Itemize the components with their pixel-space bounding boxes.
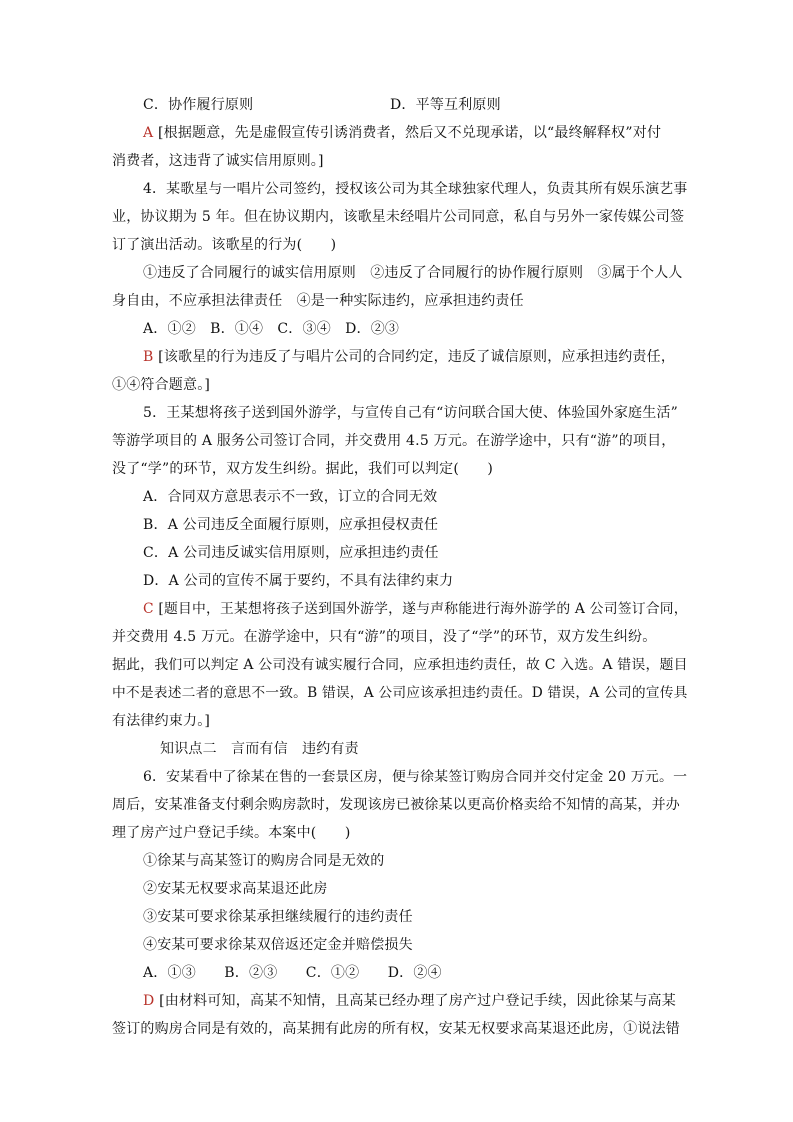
option-d: D．A 公司的宣传不属于要约，不具有法律约束力: [143, 573, 454, 589]
statement-line: ①违反了合同履行的诚实信用原则 ②违反了合同履行的协作履行原则 ③属于个人人: [143, 265, 683, 281]
paragraph-line: 没了“学”的环节，双方发生纠纷。据此，我们可以判定( ): [112, 461, 494, 477]
option-a: A．合同双方意思表示不一致，订立的合同无效: [143, 489, 438, 505]
question-6-stem: 6．安某看中了徐某在售的一套景区房，便与徐某签订购房合同并交付定金 20 万元。一: [143, 769, 688, 785]
paragraph-line: 业，协议期为 5 年。但在协议期内，该歌星未经唱片公司同意，私自与另外一家传媒公司签: [112, 209, 685, 225]
paragraph-line: 等游学项目的 A 服务公司签订合同，并交费用 4.5 万元。在游学途中，只有“游”的项目，: [112, 433, 676, 449]
statement-2: ②安某无权要求高某退还此房: [143, 881, 328, 897]
paragraph-line: 身自由，不应承担法律责任 ④是一种实际违约，应承担违约责任: [112, 293, 524, 309]
option-b: B．A 公司违反全面履行原则，应承担侵权责任: [143, 517, 439, 533]
paragraph-line: 签订的购房合同是有效的，高某拥有此房的所有权，安某无权要求高某退还此房，①说法错: [112, 1021, 680, 1037]
statement-1: ①徐某与高某签订的购房合同是无效的: [143, 853, 385, 869]
answer-letter: C: [143, 601, 154, 617]
explanation-text: [根据题意，先是虚假宣传引诱消费者，然后又不兑现承诺，以“最终解释权”对付: [157, 125, 662, 141]
paragraph-line: 订了演出活动。该歌星的行为( ): [112, 237, 337, 253]
question-4-stem: 4．某歌星与一唱片公司签约，授权该公司为其全球独家代理人，负责其所有娱乐演艺事: [143, 181, 688, 197]
paragraph-line: ①④符合题意。]: [112, 377, 211, 393]
section-heading: 知识点二 言而有信 违约有责: [160, 741, 359, 757]
paragraph-line: 并交费用 4.5 万元。在游学途中，只有“游”的项目，没了“学”的环节，双方发生纠纷。: [112, 629, 657, 645]
paragraph-line: 有法律约束力。]: [112, 713, 211, 729]
statement-3: ③安某可要求徐某承担继续履行的违约责任: [143, 909, 413, 925]
paragraph-line: 周后，安某准备支付剩余购房款时，发现该房已被徐某以更高价格卖给不知情的高某，并办: [112, 797, 680, 813]
option-d: D．平等互利原则: [390, 97, 501, 113]
answer-letter: D: [143, 993, 155, 1009]
paragraph-line: 据此，我们可以判定 A 公司没有诚实履行合同，应承担违约责任，故 C 入选。A 错误，题目: [112, 657, 688, 673]
answer-letter: B: [143, 349, 154, 365]
question-6-options: A．①③ B．②③ C．①② D．②④: [143, 965, 442, 981]
option-c: C．协作履行原则: [143, 97, 254, 113]
answer-explanation-6: [143, 988, 676, 1014]
question-4-options: A．①② B．①④ C．③④ D．②③: [143, 321, 400, 337]
explanation-text: [该歌星的行为违反了与唱片公司的合同约定，违反了诚信原则，应承担违约责任，: [158, 349, 676, 365]
answer-explanation-3: [143, 120, 661, 146]
explanation-text: [题目中，王某想将孩子送到国外游学，遂与声称能进行海外游学的 A 公司签订合同，: [158, 601, 688, 617]
option-c: C．A 公司违反诚实信用原则，应承担违约责任: [143, 545, 439, 561]
paragraph-line: 理了房产过户登记手续。本案中( ): [112, 825, 351, 841]
paragraph-line: 中不是表述二者的意思不一致。B 错误，A 公司应该承担违约责任。D 错误，A 公司的宣传具: [112, 685, 688, 701]
statement-4: ④安某可要求徐某双倍返还定金并赔偿损失: [143, 937, 413, 953]
question-5-stem: 5．王某想将孩子送到国外游学，与宣传自己有“访问联合国大使、体验国外家庭生活”: [143, 405, 679, 421]
paragraph-line: 消费者，这违背了诚实信用原则。]: [112, 153, 324, 169]
answer-explanation-4: [143, 344, 675, 370]
explanation-text: [由材料可知，高某不知情，且高某已经办理了房产过户登记手续，因此徐某与高某: [159, 993, 676, 1009]
answer-letter: A: [143, 125, 154, 141]
answer-explanation-5: [143, 596, 688, 622]
